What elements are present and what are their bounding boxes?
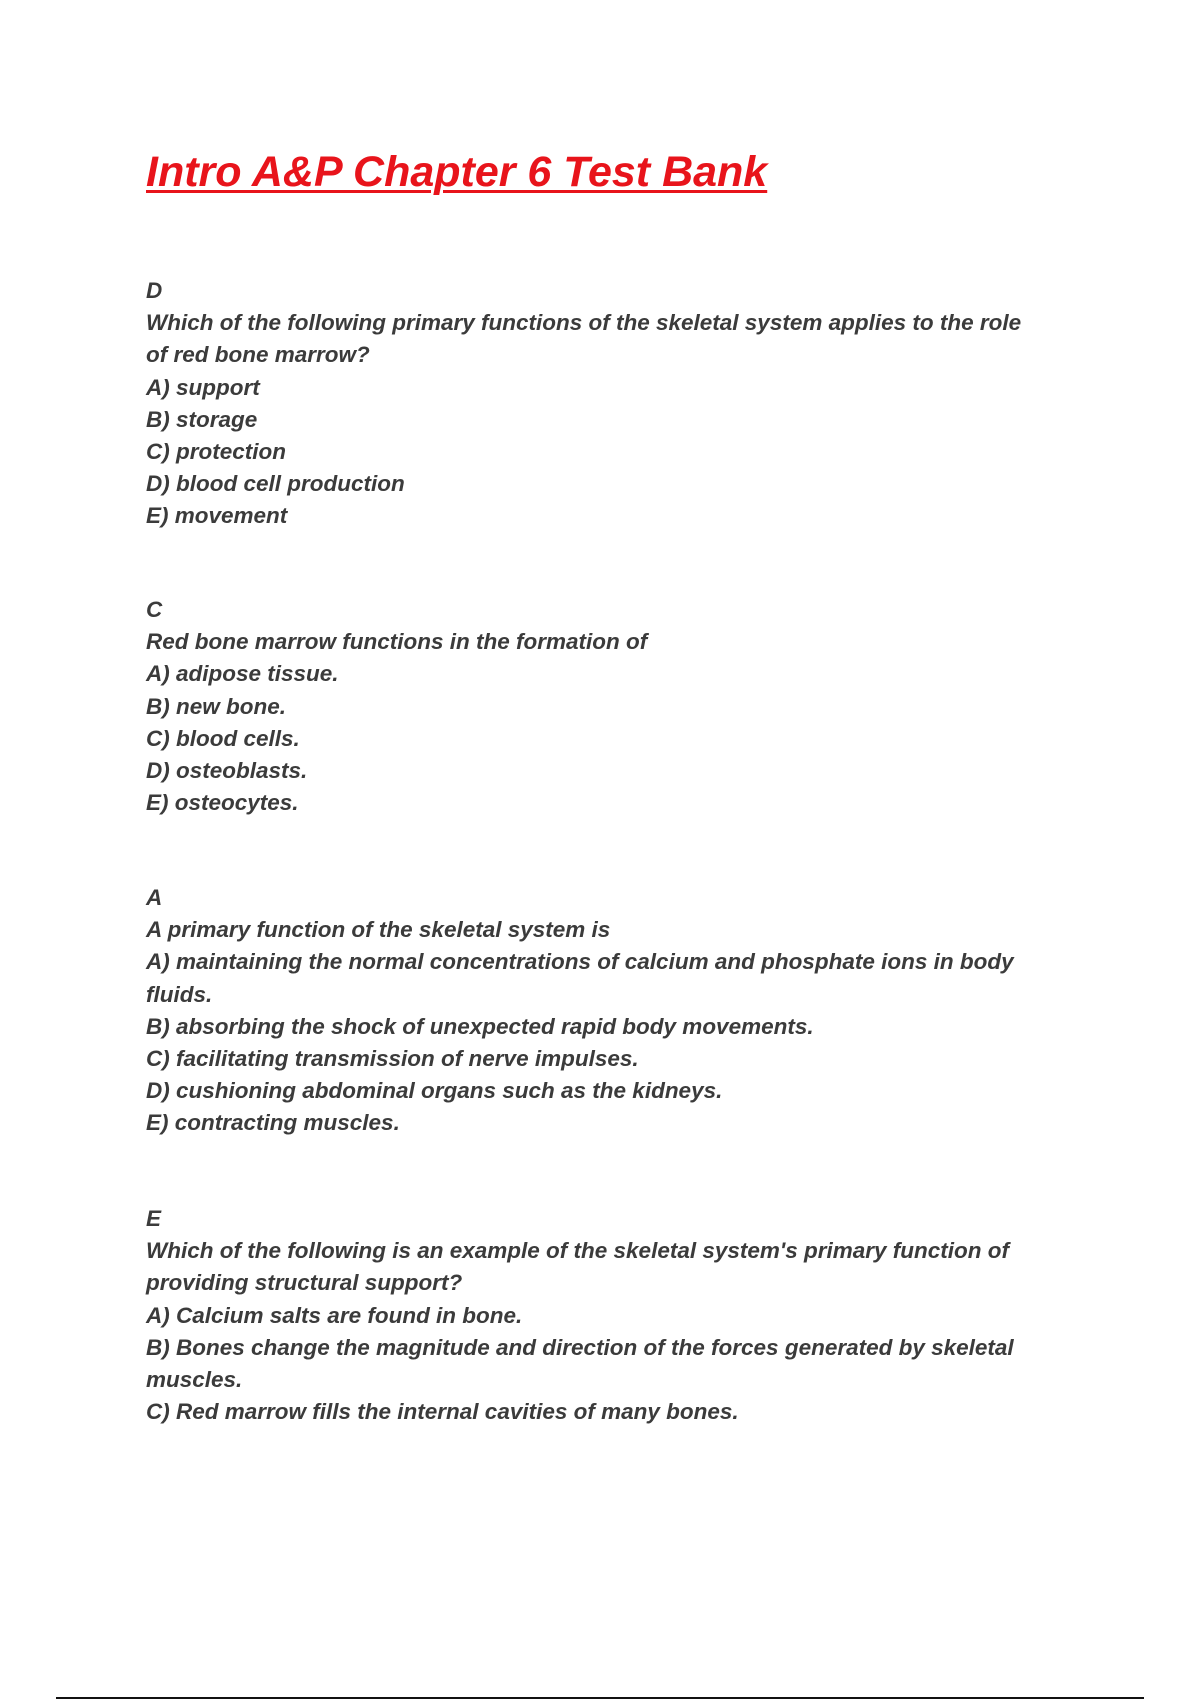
choice-line: B) storage bbox=[146, 406, 258, 432]
choice-line: A) adipose tissue. bbox=[146, 661, 339, 687]
question-line: A primary function of the skeletal system is bbox=[146, 917, 611, 943]
choice-line: B) Bones change the magnitude and direction of the forces generated by skeletal bbox=[146, 1334, 1014, 1360]
answer-key: E bbox=[146, 1206, 162, 1231]
choice-line: E) contracting muscles. bbox=[146, 1110, 400, 1136]
question-line: of red bone marrow? bbox=[146, 342, 370, 368]
choice-line: E) movement bbox=[146, 503, 288, 529]
question-line: Which of the following is an example of the skeletal system's primary function of bbox=[146, 1238, 1010, 1264]
question-line: Red bone marrow functions in the formation of bbox=[146, 629, 648, 655]
choice-line: A) Calcium salts are found in bone. bbox=[146, 1302, 523, 1328]
choice-line: D) cushioning abdominal organs such as the kidneys. bbox=[146, 1078, 723, 1104]
document-title: Intro A&P Chapter 6 Test Bank bbox=[146, 148, 768, 196]
choice-line: B) absorbing the shock of unexpected rapid body movements. bbox=[146, 1013, 814, 1039]
answer-key: C bbox=[146, 597, 163, 622]
choice-line: D) osteoblasts. bbox=[146, 758, 308, 784]
choice-line: C) facilitating transmission of nerve impulses. bbox=[146, 1046, 639, 1072]
answer-key: A bbox=[146, 885, 163, 910]
choice-line: C) Red marrow fills the internal cavities of many bones. bbox=[146, 1399, 739, 1425]
choice-line: muscles. bbox=[146, 1367, 243, 1393]
choice-line: D) blood cell production bbox=[146, 471, 405, 497]
question-block bbox=[146, 1203, 1096, 1428]
answer-key: D bbox=[146, 278, 163, 303]
question-block bbox=[146, 594, 1096, 819]
choice-line: C) protection bbox=[146, 439, 286, 465]
choice-line: fluids. bbox=[146, 981, 213, 1007]
question-line: Which of the following primary functions of the skeletal system applies to the role bbox=[146, 310, 1022, 336]
question-line: providing structural support? bbox=[146, 1270, 463, 1296]
question-block bbox=[146, 275, 1096, 533]
choice-line: E) osteocytes. bbox=[146, 790, 299, 816]
choice-line: A) support bbox=[146, 374, 260, 400]
page-bottom-rule bbox=[56, 1697, 1144, 1699]
choice-line: A) maintaining the normal concentrations of calcium and phosphate ions in body bbox=[146, 949, 1014, 975]
choice-line: B) new bone. bbox=[146, 693, 286, 719]
choice-line: C) blood cells. bbox=[146, 725, 300, 751]
question-block bbox=[146, 882, 1096, 1140]
